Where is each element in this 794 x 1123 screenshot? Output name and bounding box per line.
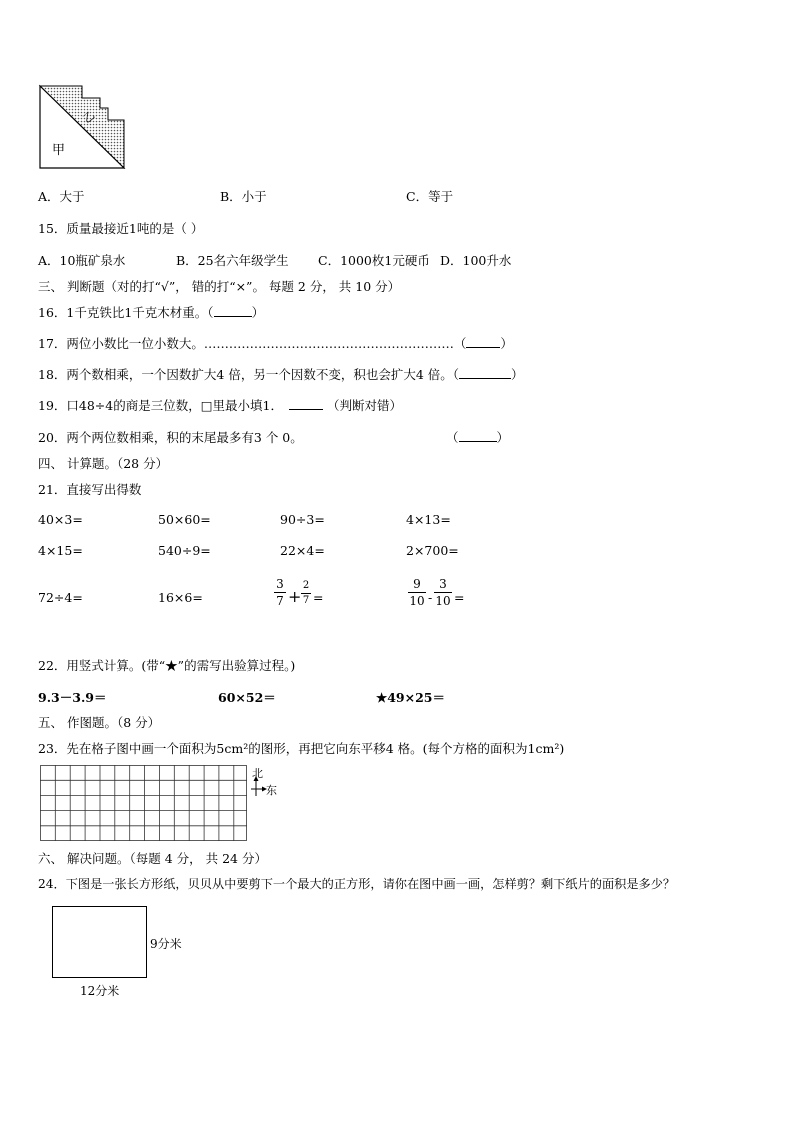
q21-item: 4×15= <box>38 543 83 558</box>
q17-text: 17．两位小数比一位小数大。……………………………………………………（ <box>38 336 467 351</box>
q21-item: 90÷3= <box>280 512 325 527</box>
q20-answer-blank[interactable] <box>459 441 497 442</box>
q22-item: 9.3－3.9＝ <box>38 690 107 705</box>
q15-option-a: A．10瓶矿泉水 <box>38 253 126 268</box>
fraction-numerator: 2 <box>302 580 310 591</box>
q23-text: 23．先在格子图中画一个面积为5cm²的图形，再把它向东平移4 格。(每个方格的面积为1cm²) <box>38 741 565 756</box>
q21-item: 16×6= <box>158 590 203 605</box>
q18 <box>38 365 524 383</box>
figure-label-yi: 乙 <box>80 108 98 126</box>
fraction-denominator: 10 <box>409 594 425 608</box>
fraction-3-7 <box>274 577 286 608</box>
q16 <box>38 303 264 321</box>
q18-suffix: ） <box>511 367 524 382</box>
q20-paren-close: ） <box>496 430 510 445</box>
q17-answer-blank[interactable] <box>466 347 500 348</box>
section4-heading: 四、 计算题。（28 分） <box>38 456 169 471</box>
q16-suffix: ） <box>251 305 265 320</box>
grid-paper[interactable] <box>40 765 248 842</box>
section3-heading: 三、 判断题（对的打“√”， 错的打“×”。 每题 2 分， 共 10 分） <box>38 279 401 294</box>
q21-item: 22×4= <box>280 543 325 558</box>
q16-text: 16．1千克铁比1千克木材重。（ <box>38 305 214 320</box>
q17 <box>38 334 513 352</box>
q21-item: 72÷4= <box>38 590 83 605</box>
compass-east-label: 东 <box>266 784 277 797</box>
q24-text: 24．下图是一张长方形纸，贝贝从中要剪下一个最大的正方形，请你在图中画一画，怎样剪？剩下纸片的面积是多少？ <box>38 877 676 891</box>
section5-heading: 五、 作图题。（8 分） <box>38 715 161 730</box>
q21-item: 2×700= <box>406 543 459 558</box>
q16-answer-blank[interactable] <box>214 316 252 317</box>
q14-option-a: A．大于 <box>38 189 85 204</box>
q15-option-c: C．1000枚1元硬币 <box>318 253 430 268</box>
width-label: 12分米 <box>80 984 120 998</box>
q20-paren-open: （ <box>446 430 459 445</box>
q14-option-b: B．小于 <box>220 189 267 204</box>
q21-item: 50×60= <box>158 512 211 527</box>
q20-text: 20．两个两位数相乘，积的末尾最多有3 个 0。 <box>38 430 303 445</box>
q21-title: 21．直接写出得数 <box>38 482 142 497</box>
fraction-numerator: 3 <box>276 577 284 591</box>
q18-text: 18．两个数相乘，一个因数扩大4 倍，另一个因数不变，积也会扩大4 倍。（ <box>38 367 460 382</box>
fraction-bar <box>301 593 311 594</box>
q19 <box>38 396 402 414</box>
fraction-3-10 <box>434 577 452 608</box>
fraction-bar <box>434 592 452 593</box>
fraction-denominator: 10 <box>435 594 451 608</box>
q17-suffix: ） <box>500 336 513 351</box>
q15-option-b: B．25名六年级学生 <box>176 253 289 268</box>
q14-option-c: C．等于 <box>406 189 454 204</box>
q20-answer <box>446 428 509 446</box>
fraction-denominator: 7 <box>302 595 310 606</box>
q15-question: 15．质量最接近1吨的是（ ） <box>38 221 204 236</box>
fraction-bar <box>408 592 426 593</box>
q21-item: 4×13= <box>406 512 451 527</box>
q22-item: 60×52＝ <box>218 690 276 705</box>
fraction-bar <box>274 592 286 593</box>
equals-sign: = <box>454 590 465 605</box>
equals-sign: = <box>313 590 324 605</box>
fraction-numerator: 3 <box>439 577 447 591</box>
figure-label-jia: 甲 <box>52 143 66 158</box>
section6-heading: 六、 解决问题。（每题 4 分， 共 24 分） <box>38 851 267 866</box>
height-label: 9分米 <box>150 937 182 951</box>
fraction-2-7 <box>301 580 311 607</box>
q22-title: 22．用竖式计算。(带“★”的需写出验算过程。) <box>38 658 296 673</box>
q19-answer-blank[interactable] <box>289 409 323 410</box>
q19-suffix: （判断对错） <box>327 398 403 413</box>
q18-answer-blank[interactable] <box>459 378 511 379</box>
fraction-9-10 <box>408 577 426 608</box>
fraction-numerator: 9 <box>413 577 421 591</box>
minus-sign: - <box>428 590 433 605</box>
q15-option-d: D．100升水 <box>440 253 512 268</box>
q19-text: 19．口48÷4的商是三位数，□里最小填1． <box>38 398 284 413</box>
compass-north-label: 北 <box>252 767 263 780</box>
rectangle-paper[interactable] <box>52 906 147 978</box>
fraction-denominator: 7 <box>276 594 284 608</box>
q21-item: 540÷9= <box>158 543 211 558</box>
plus-sign: + <box>288 587 302 606</box>
q22-item: ★49×25＝ <box>376 690 445 705</box>
q21-item: 40×3= <box>38 512 83 527</box>
